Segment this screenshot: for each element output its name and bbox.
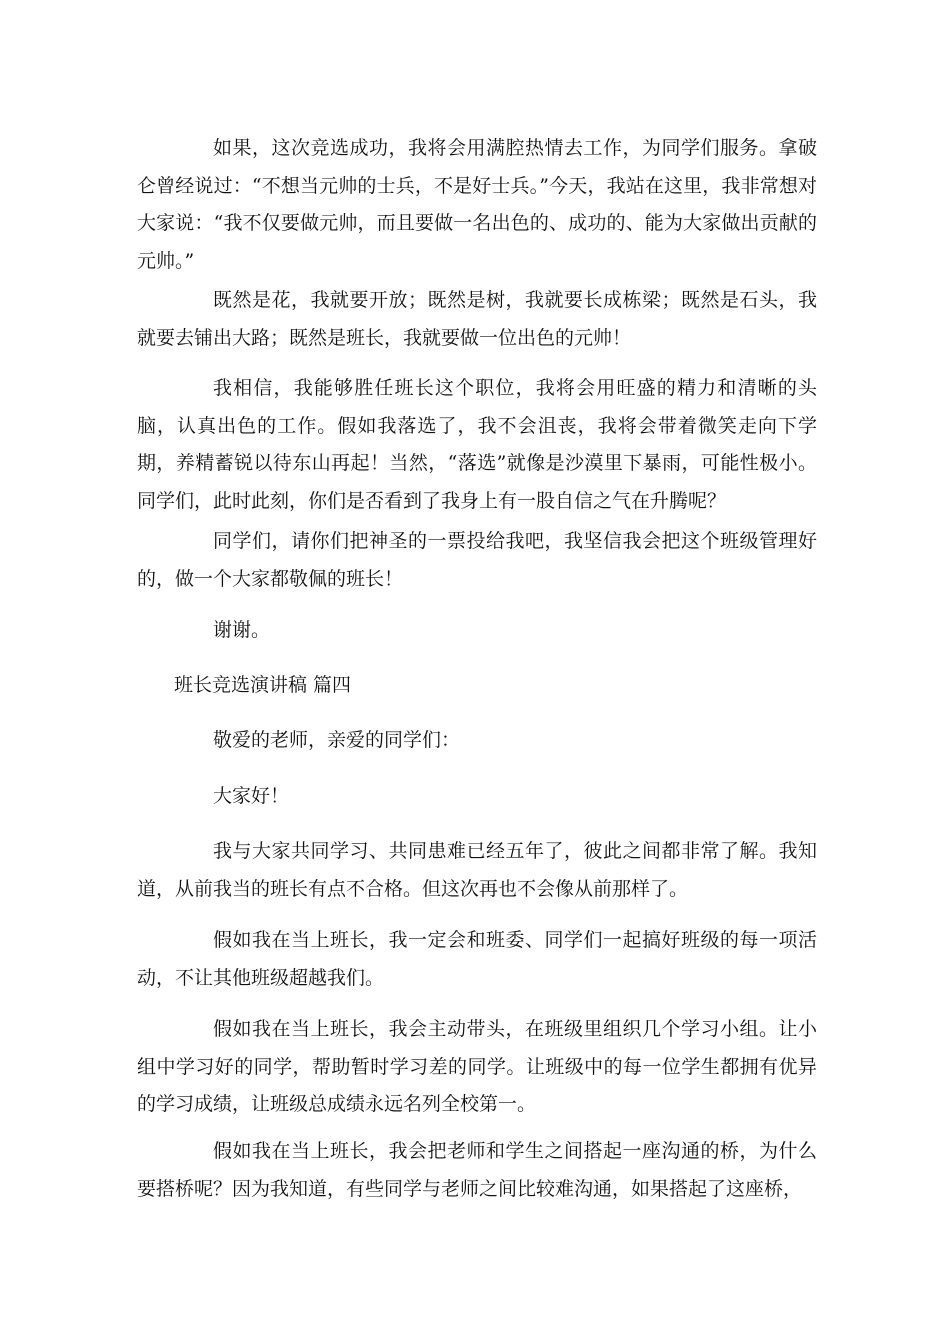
paragraph-five-years: 我与大家共同学习、共同患难已经五年了，彼此之间都非常了解。我知道，从前我当的班长有点不合格。但这次再也不会像从前那样了。 (137, 840, 817, 900)
paragraph-vote-request: 同学们，请你们把神圣的一票投给我吧，我坚信我会把这个班级管理好的，做一个大家都敬佩的班长！ (137, 530, 817, 590)
paragraph-confidence: 我相信，我能够胜任班长这个职位，我将会用旺盛的精力和清晰的头脑，认真出色的工作。假如我落选了，我不会沮丧，我将会带着微笑走向下学期，养精蓄锐以待东山再起！当然，“落选”就像是沙漠里下暴雨，可能性极小。同学们，此时此刻，你们是否看到了我身上有一股自信之气在升腾呢？ (137, 377, 817, 512)
paragraph-thanks: 谢谢。 (213, 619, 271, 641)
paragraph-class-activities: 假如我在当上班长，我一定会和班委、同学们一起搞好班级的每一项活动，不让其他班级超越我们。 (137, 929, 817, 989)
paragraph-communication-bridge: 假如我在当上班长，我会把老师和学生之间搭起一座沟通的桥，为什么要搭桥呢？因为我知道，有些同学与老师之间比较难沟通，如果搭起了这座桥， (137, 1140, 817, 1200)
paragraph-greeting: 大家好！ (213, 785, 290, 807)
paragraph-flower-tree-stone: 既然是花，我就要开放；既然是树，我就要长成栋梁；既然是石头，我就要去铺出大路；既然是班长，我就要做一位出色的元帅！ (137, 289, 817, 349)
paragraph-salutation: 敬爱的老师，亲爱的同学们： (213, 729, 461, 751)
paragraph-study-groups: 假如我在当上班长，我会主动带头，在班级里组织几个学习小组。让小组中学习好的同学，帮助暂时学习差的同学。让班级中的每一位学生都拥有优异的学习成绩，让班级总成绩永远名列全校第一。 (137, 1018, 817, 1115)
paragraph-napoleon-quote: 如果，这次竞选成功，我将会用满腔热情去工作，为同学们服务。拿破仑曾经说过：“不想当元帅的士兵，不是好士兵。”今天，我站在这里，我非常想对大家说：“我不仅要做元帅，而且要做一名出色的、成功的、能为大家做出贡献的元帅。” (137, 137, 817, 272)
section-heading: 班长竞选演讲稿 篇四 (174, 674, 352, 696)
